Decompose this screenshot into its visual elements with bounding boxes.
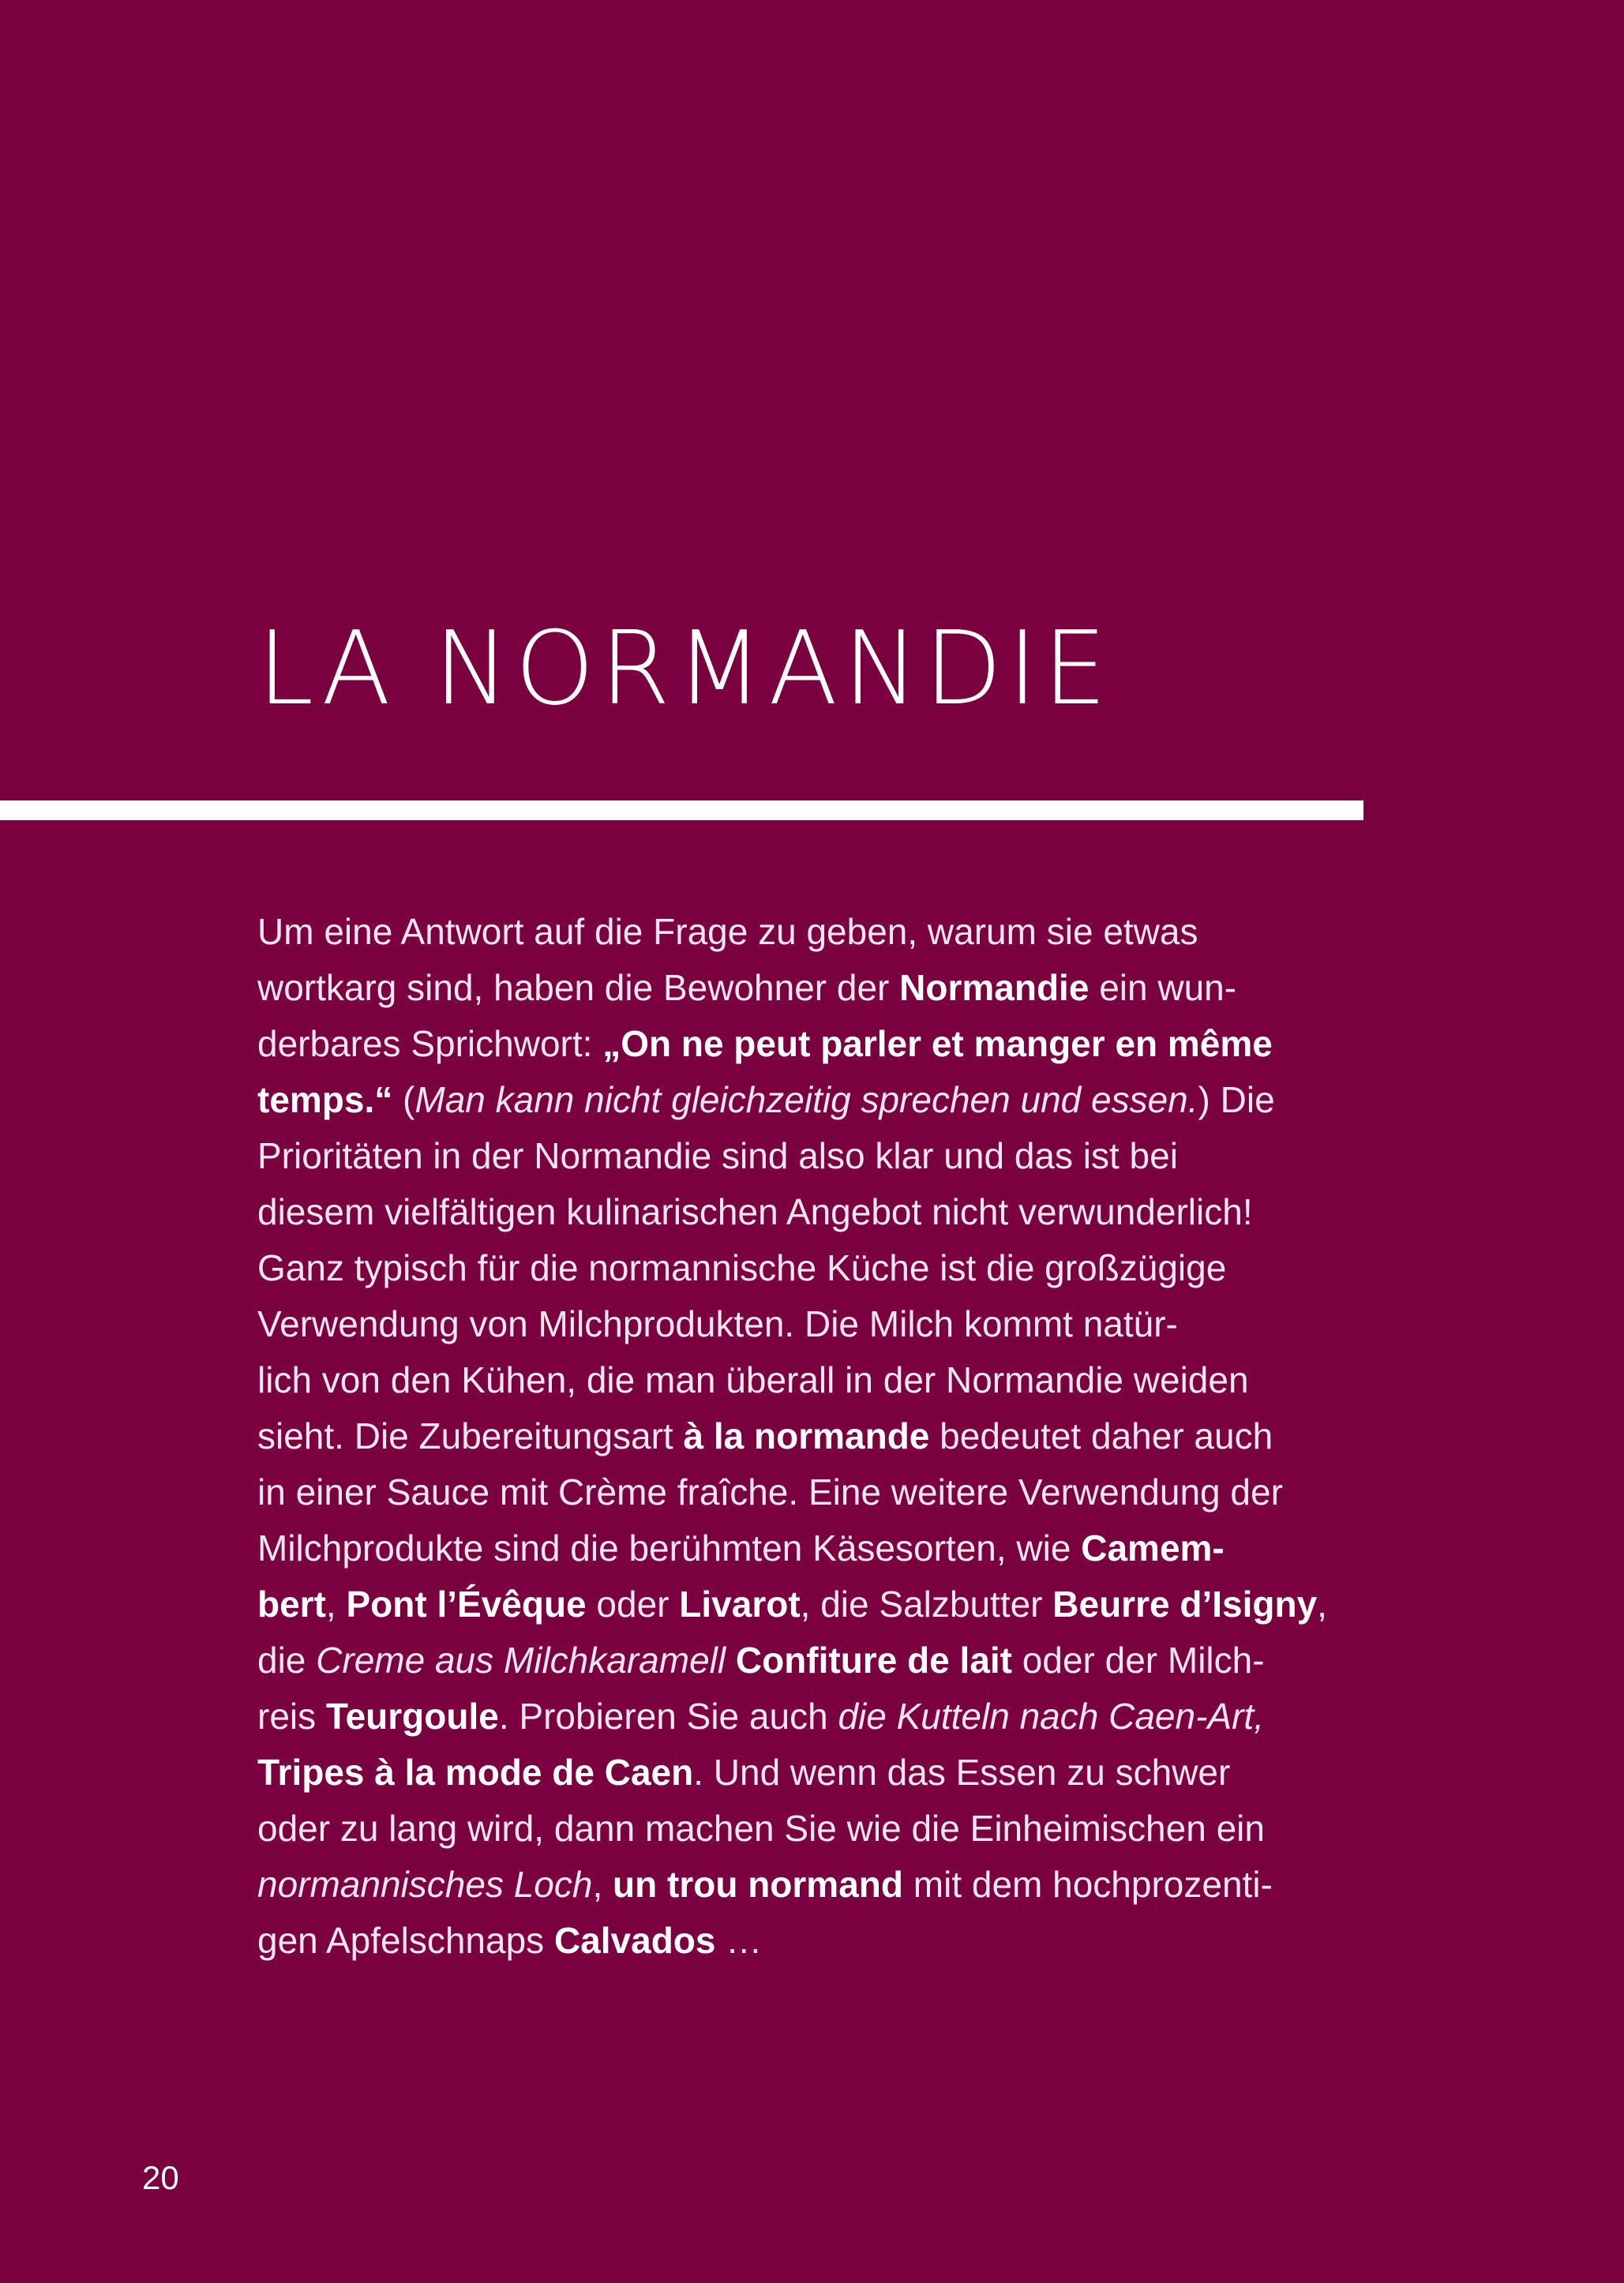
title-divider <box>0 800 1363 820</box>
body-line <box>257 1016 1378 1072</box>
text-run: Verwendung von Milchprodukten. Die Milch kommt natür- <box>257 1303 1178 1344</box>
italic-phrase: normannisches Loch <box>257 1864 593 1905</box>
bold-term: bert <box>257 1584 326 1625</box>
bold-term: Beurre d’Isigny <box>1052 1584 1318 1625</box>
text-run: Ganz typisch für die normannische Küche ist die großzügige <box>257 1247 1227 1288</box>
text-run: , <box>1317 1584 1327 1625</box>
text-run: oder <box>586 1584 680 1625</box>
body-line <box>257 1128 1378 1184</box>
body-line <box>257 1184 1378 1240</box>
text-run: wortkarg sind, haben die Bewohner der <box>257 967 900 1008</box>
text-run: sieht. Die Zubereitungsart <box>257 1415 684 1456</box>
text-run: , <box>325 1584 347 1625</box>
body-line <box>257 1296 1378 1352</box>
body-line <box>257 1801 1378 1857</box>
bold-term: à la normande <box>683 1415 930 1456</box>
italic-phrase: die Kutteln nach Caen-Art, <box>838 1696 1264 1737</box>
text-run: ) Die <box>1198 1079 1275 1120</box>
text-run: reis <box>257 1696 326 1737</box>
text-run: mit dem hochprozenti- <box>903 1864 1273 1905</box>
text-run: … <box>715 1920 763 1961</box>
body-line <box>257 1352 1378 1408</box>
body-line <box>257 1464 1378 1520</box>
bold-term: „On ne peut parler et manger en même <box>602 1023 1273 1064</box>
text-run: die <box>257 1640 317 1681</box>
body-line <box>257 1520 1378 1576</box>
page-number: 20 <box>142 2159 179 2196</box>
text-run: oder zu lang wird, dann machen Sie wie die Einheimischen ein <box>257 1808 1265 1849</box>
bold-term: Tripes à la mode de Caen <box>257 1752 694 1793</box>
text-run: ( <box>392 1079 415 1120</box>
text-run: gen Apfelschnaps <box>257 1920 554 1961</box>
text-run: Milchprodukte sind die berühmten Käsesorten, wie <box>257 1528 1082 1569</box>
text-run: ein wun- <box>1089 967 1237 1008</box>
body-line <box>257 1072 1378 1128</box>
text-run <box>726 1640 736 1681</box>
page-title: LA NORMANDIE <box>257 610 1112 728</box>
text-run: lich von den Kühen, die man überall in der Normandie weiden <box>257 1359 1249 1400</box>
body-text <box>257 904 1378 1969</box>
body-line <box>257 1240 1378 1296</box>
body-line <box>257 1745 1378 1801</box>
body-line <box>257 1408 1378 1464</box>
bold-term: Livarot <box>679 1584 801 1625</box>
bold-term: Teurgoule <box>325 1696 499 1737</box>
text-run: , <box>592 1864 613 1905</box>
body-line <box>257 1857 1378 1913</box>
italic-phrase: Man kann nicht gleichzeitig sprechen und essen. <box>414 1079 1198 1120</box>
body-line <box>257 1576 1378 1633</box>
body-line <box>257 904 1378 960</box>
text-run: in einer Sauce mit Crème fraîche. Eine weitere Verwendung der <box>257 1471 1283 1513</box>
text-run: Um eine Antwort auf die Frage zu geben, warum sie etwas <box>257 911 1198 952</box>
bold-term: temps.“ <box>257 1079 393 1120</box>
text-run: Prioritäten in der Normandie sind also klar und das ist bei <box>257 1135 1178 1176</box>
bold-term: Pont l’Évêque <box>346 1584 587 1625</box>
text-run: . Und wenn das Essen zu schwer <box>693 1752 1231 1793</box>
text-run: diesem vielfältigen kulinarischen Angebot nicht verwunderlich! <box>257 1191 1253 1232</box>
text-run: . Probieren Sie auch <box>498 1696 838 1737</box>
bold-term: Camem- <box>1081 1528 1225 1569</box>
body-line <box>257 1913 1378 1969</box>
bold-term: Normandie <box>899 967 1090 1008</box>
italic-phrase: Creme aus Milchkaramell <box>316 1640 726 1681</box>
body-line <box>257 1633 1378 1689</box>
bold-term: Confiture de lait <box>735 1640 1012 1681</box>
bold-term: Calvados <box>553 1920 716 1961</box>
body-line <box>257 960 1378 1016</box>
text-run: derbares Sprichwort: <box>257 1023 603 1064</box>
text-run: , die Salzbutter <box>800 1584 1053 1625</box>
body-line <box>257 1689 1378 1745</box>
text-run: oder der Milch- <box>1012 1640 1265 1681</box>
bold-term: un trou normand <box>613 1864 903 1905</box>
text-run: bedeutet daher auch <box>929 1415 1273 1456</box>
